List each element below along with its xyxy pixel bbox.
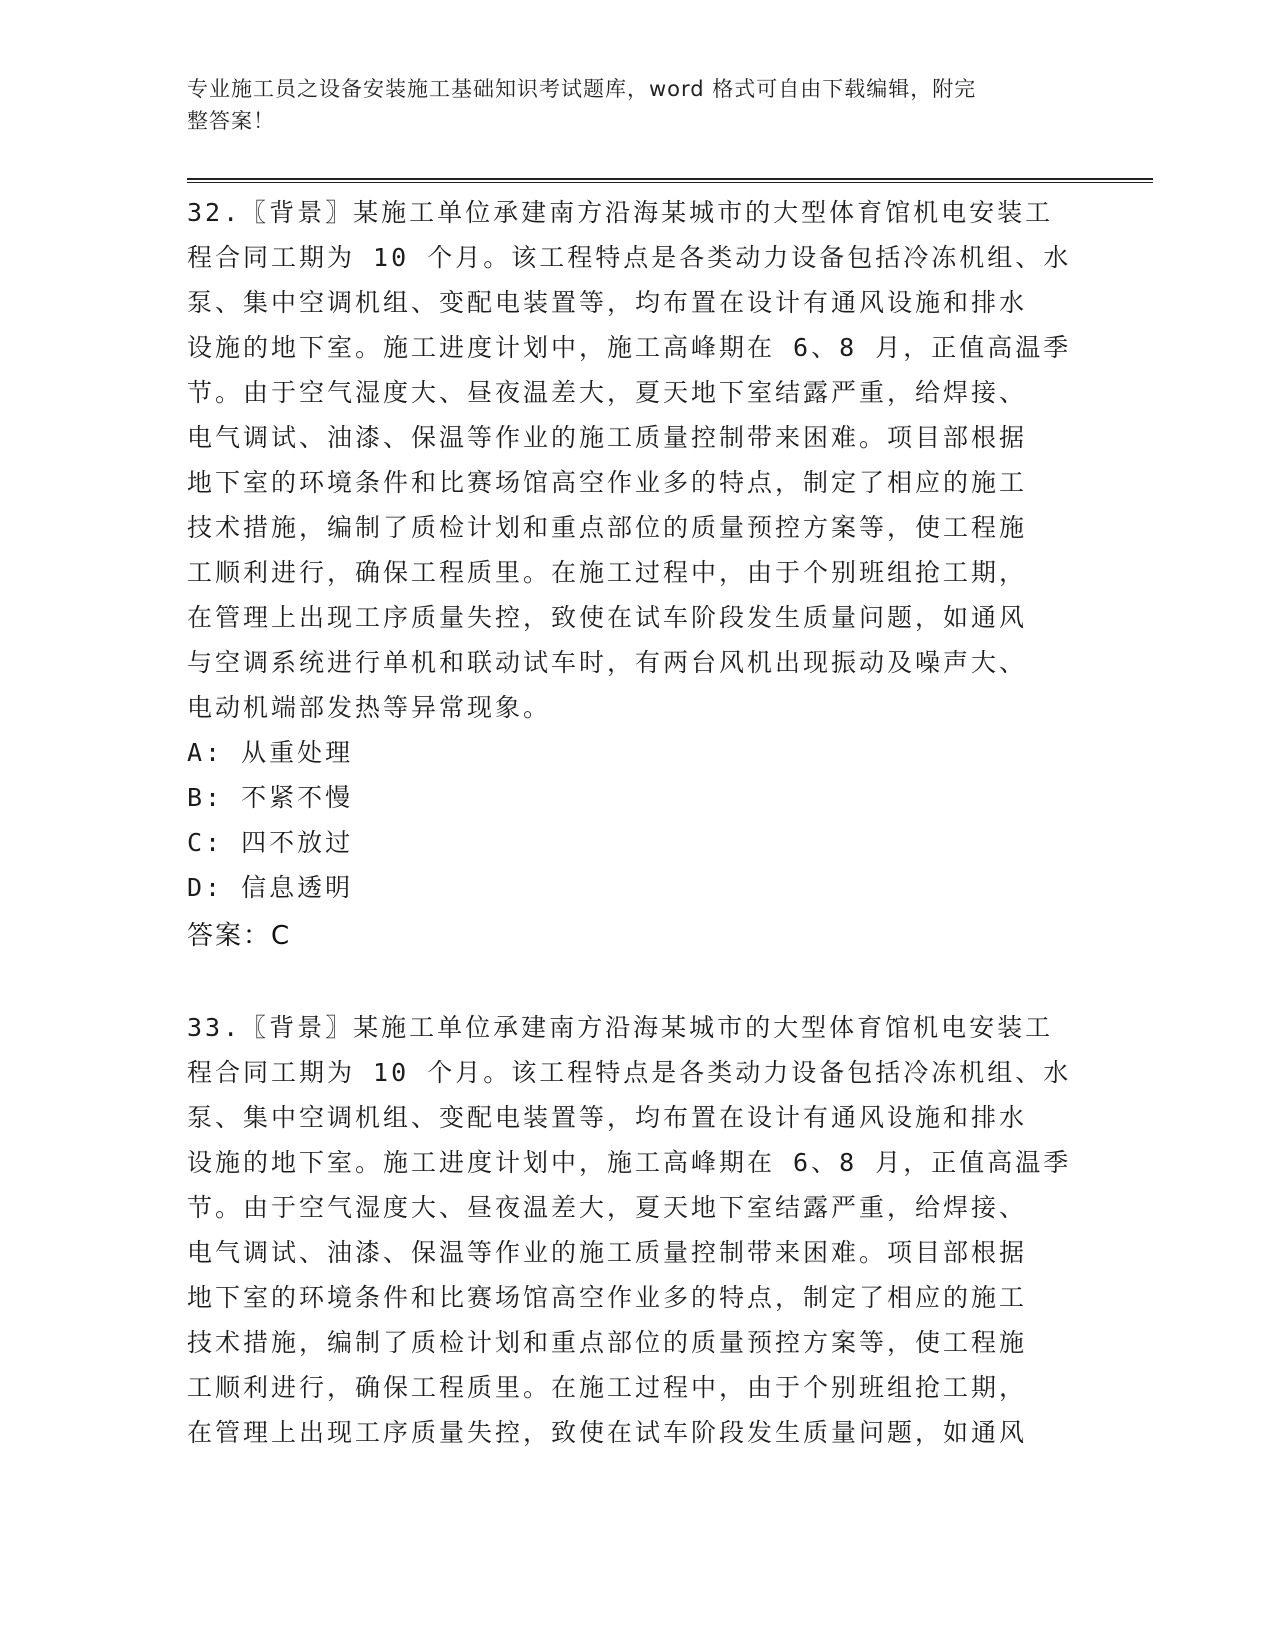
question-text-line: 地下室的环境条件和比赛场馆高空作业多的特点，制定了相应的施工 [187,468,1028,497]
question-text-line: 节。由于空气湿度大、昼夜温差大，夏天地下室结露严重，给焊接、 [187,378,1028,407]
question-text-line: 程合同工期为 10 个月。该工程特点是各类动力设备包括冷冻机组、水 [187,1058,1072,1087]
option-d: D: 信息透明 [187,873,354,902]
option-c: C: 四不放过 [187,828,354,857]
question-text-line: 技术措施，编制了质检计划和重点部位的质量预控方案等，使工程施 [187,513,1028,542]
question-33 [187,1005,1072,1455]
option-a: A: 从重处理 [187,738,354,767]
question-text-line: 地下室的环境条件和比赛场馆高空作业多的特点，制定了相应的施工 [187,1283,1028,1312]
question-text-line: 在管理上出现工序质量失控，致使在试车阶段发生质量问题，如通风 [187,1418,1028,1447]
header-divider-thick [187,178,1153,180]
question-text-line: 工顺利进行，确保工程质里。在施工过程中，由于个别班组抢工期， [187,558,1028,587]
question-text-line: 33.〖背景〗某施工单位承建南方沿海某城市的大型体育馆机电安装工 [187,1013,1054,1042]
question-text-line: 设施的地下室。施工进度计划中，施工高峰期在 6、8 月，正值高温季 [187,1148,1072,1177]
question-text-line: 技术措施，编制了质检计划和重点部位的质量预控方案等，使工程施 [187,1328,1028,1357]
question-text-line: 32.〖背景〗某施工单位承建南方沿海某城市的大型体育馆机电安装工 [187,198,1054,227]
question-text-line: 电动机端部发热等异常现象。 [187,693,552,722]
question-text-line: 设施的地下室。施工进度计划中，施工高峰期在 6、8 月，正值高温季 [187,333,1072,362]
question-text-line: 泵、集中空调机组、变配电装置等，均布置在设计有通风设施和排水 [187,1103,1028,1132]
question-text-line: 在管理上出现工序质量失控，致使在试车阶段发生质量问题，如通风 [187,603,1028,632]
question-text-line: 与空调系统进行单机和联动试车时，有两台风机出现振动及噪声大、 [187,648,1028,677]
answer-label: 答案：C [187,921,292,951]
option-b: B: 不紧不慢 [187,783,354,812]
question-text-line: 电气调试、油漆、保温等作业的施工质量控制带来困难。项目部根据 [187,1238,1028,1267]
question-text-line: 程合同工期为 10 个月。该工程特点是各类动力设备包括冷冻机组、水 [187,243,1072,272]
question-32 [187,190,1072,960]
document-header [187,73,1057,137]
header-divider-thin [187,182,1153,183]
question-text-line: 节。由于空气湿度大、昼夜温差大，夏天地下室结露严重，给焊接、 [187,1193,1028,1222]
question-text-line: 泵、集中空调机组、变配电装置等，均布置在设计有通风设施和排水 [187,288,1028,317]
question-text-line: 电气调试、油漆、保温等作业的施工质量控制带来困难。项目部根据 [187,423,1028,452]
header-line: 专业施工员之设备安装施工基础知识考试题库，word 格式可自由下载编辑，附完 [187,77,977,101]
header-line: 整答案！ [187,109,275,133]
question-text-line: 工顺利进行，确保工程质里。在施工过程中，由于个别班组抢工期， [187,1373,1028,1402]
